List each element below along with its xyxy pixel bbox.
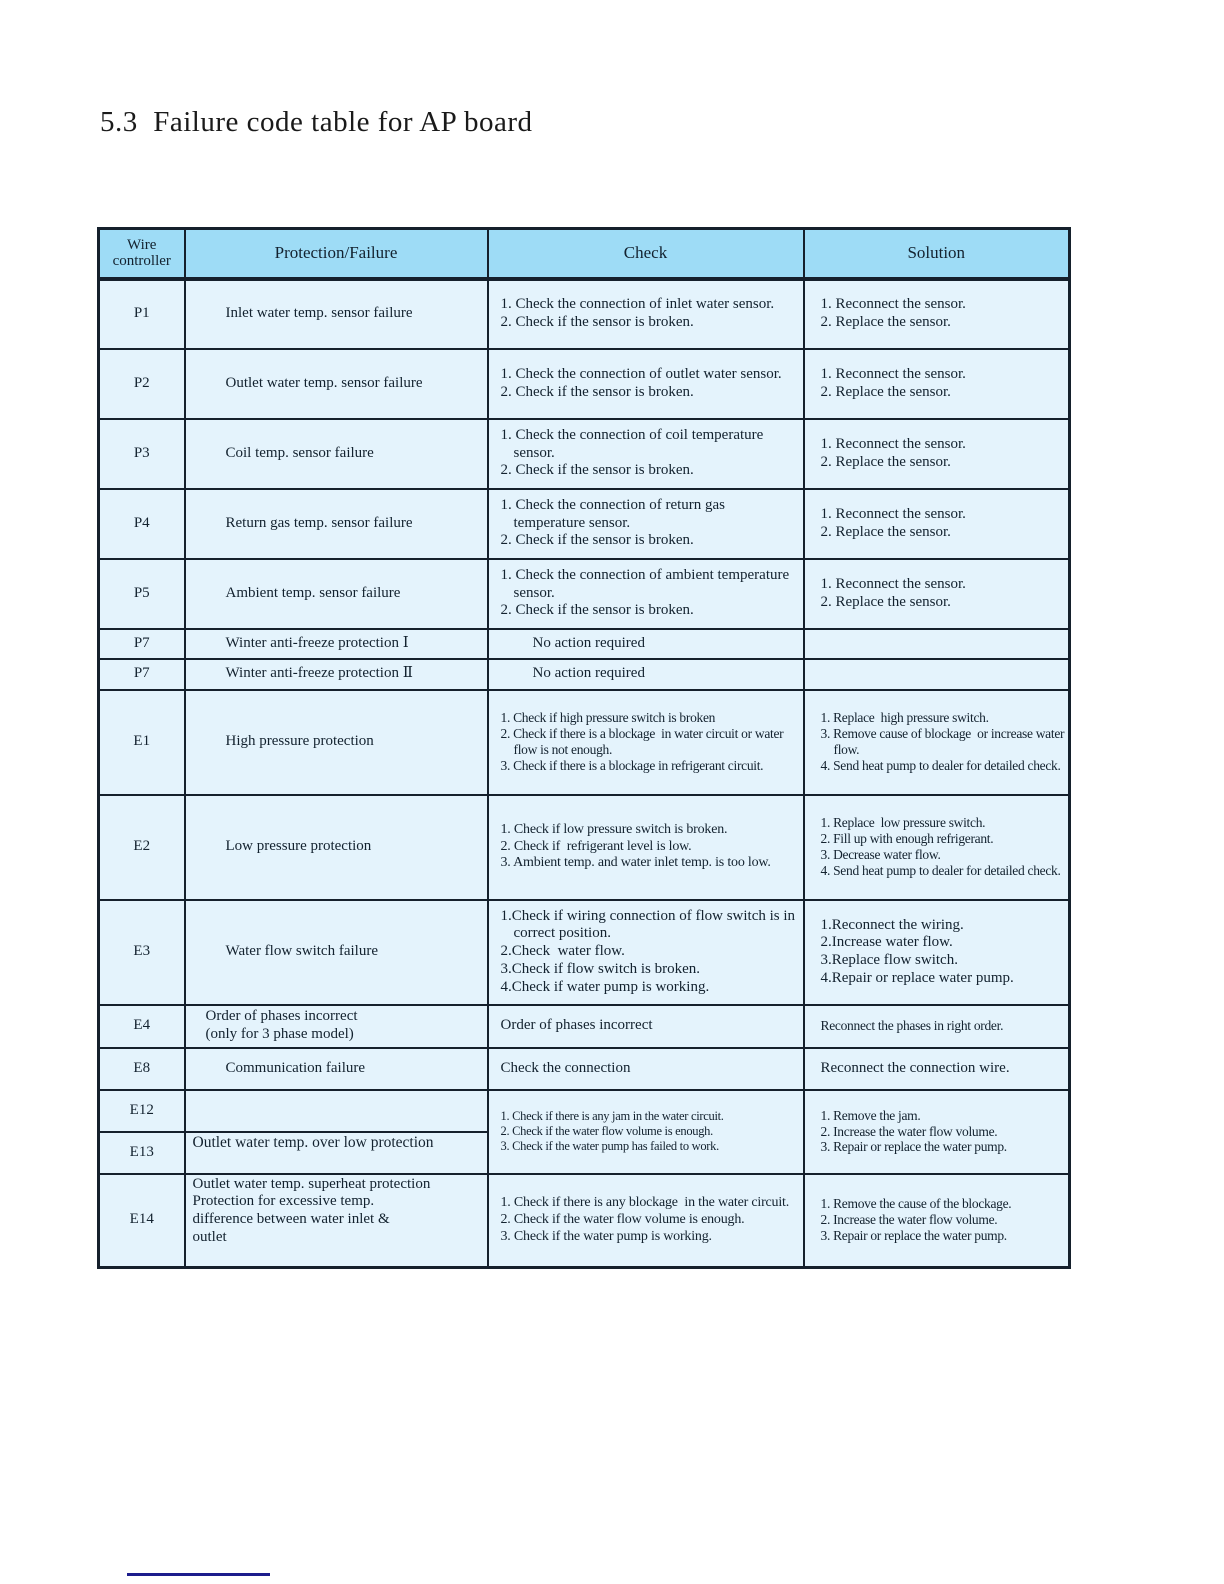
- check-cell: 1. Check the connection of outlet water sensor. 2. Check if the sensor is broken.: [488, 349, 804, 419]
- table-row-p7-1: [99, 629, 1070, 659]
- table-row-e8: [99, 1048, 1070, 1090]
- check-cell: 1. Check if there is any jam in the water circuit. 2. Check if the water flow volume is enough. 3. Check if the water pump has failed to work.: [488, 1090, 804, 1174]
- protection-cell: [185, 1090, 488, 1132]
- protection-cell: Coil temp. sensor failure: [185, 419, 488, 489]
- wire-code: P1: [99, 279, 185, 349]
- header-protection-failure: Protection/Failure: [185, 229, 488, 279]
- table-row-e4: [99, 1005, 1070, 1048]
- table-row-p4: [99, 489, 1070, 559]
- wire-code: E1: [99, 690, 185, 795]
- check-cell: No action required: [488, 629, 804, 659]
- solution-cell: 1. Remove the cause of the blockage. 2. Increase the water flow volume. 3. Repair or replace the water pump.: [804, 1174, 1070, 1268]
- solution-cell: [804, 659, 1070, 690]
- protection-cell: Winter anti-freeze protection Ⅱ: [185, 659, 488, 690]
- solution-cell: 1.Reconnect the wiring. 2.Increase water flow. 3.Replace flow switch. 4.Repair or replace water pump.: [804, 900, 1070, 1005]
- page-title: 5.3 Failure code table for AP board: [100, 106, 533, 138]
- solution-cell: 1. Reconnect the sensor. 2. Replace the sensor.: [804, 559, 1070, 629]
- check-cell: No action required: [488, 659, 804, 690]
- table-row-e14: [99, 1174, 1070, 1268]
- solution-cell: 1. Replace high pressure switch. 3. Remove cause of blockage or increase water flow. 4. Send heat pump to dealer for detailed check.: [804, 690, 1070, 795]
- wire-code: P2: [99, 349, 185, 419]
- check-cell: 1. Check the connection of return gas temperature sensor. 2. Check if the sensor is broken.: [488, 489, 804, 559]
- check-cell: Order of phases incorrect: [488, 1005, 804, 1048]
- solution-cell: 1. Replace low pressure switch. 2. Fill up with enough refrigerant. 3. Decrease water flow. 4. Send heat pump to dealer for detailed check.: [804, 795, 1070, 900]
- wire-code: E8: [99, 1048, 185, 1090]
- protection-cell: Outlet water temp. sensor failure: [185, 349, 488, 419]
- wire-code: E14: [99, 1174, 185, 1268]
- solution-cell: 1. Reconnect the sensor. 2. Replace the sensor.: [804, 349, 1070, 419]
- protection-cell: High pressure protection: [185, 690, 488, 795]
- table-row-e1: [99, 690, 1070, 795]
- failure-code-table: [97, 227, 1071, 1269]
- solution-cell: Reconnect the connection wire.: [804, 1048, 1070, 1090]
- solution-cell: 1. Reconnect the sensor. 2. Replace the sensor.: [804, 279, 1070, 349]
- header-solution: Solution: [804, 229, 1070, 279]
- wire-code: P7: [99, 629, 185, 659]
- wire-code: P5: [99, 559, 185, 629]
- check-cell: 1. Check if there is any blockage in the water circuit. 2. Check if the water flow volume is enough. 3. Check if the water pump is working.: [488, 1174, 804, 1268]
- wire-code: E2: [99, 795, 185, 900]
- solution-cell: 1. Reconnect the sensor. 2. Replace the sensor.: [804, 489, 1070, 559]
- protection-cell: Order of phases incorrect (only for 3 phase model): [185, 1005, 488, 1048]
- table-row-e12: [99, 1090, 1070, 1132]
- protection-cell: Winter anti-freeze protection Ⅰ: [185, 629, 488, 659]
- protection-cell: Water flow switch failure: [185, 900, 488, 1005]
- header-wire-controller: Wire controller: [99, 229, 185, 279]
- wire-code: E13: [99, 1132, 185, 1174]
- wire-code: P4: [99, 489, 185, 559]
- table-header-row: [99, 229, 1070, 279]
- protection-cell: Low pressure protection: [185, 795, 488, 900]
- table-row-e3: [99, 900, 1070, 1005]
- footer-rule: [127, 1573, 270, 1576]
- wire-code: E12: [99, 1090, 185, 1132]
- protection-cell: Inlet water temp. sensor failure: [185, 279, 488, 349]
- check-cell: Check the connection: [488, 1048, 804, 1090]
- header-check: Check: [488, 229, 804, 279]
- check-cell: 1. Check the connection of coil temperature sensor. 2. Check if the sensor is broken.: [488, 419, 804, 489]
- protection-cell: Return gas temp. sensor failure: [185, 489, 488, 559]
- table-row-p1: [99, 279, 1070, 349]
- table-row-e2: [99, 795, 1070, 900]
- check-cell: 1. Check if high pressure switch is broken 2. Check if there is a blockage in water circuit or water flow is not enough. 3. Check if there is a blockage in refrigerant circuit.: [488, 690, 804, 795]
- protection-cell: Ambient temp. sensor failure: [185, 559, 488, 629]
- solution-cell: Reconnect the phases in right order.: [804, 1005, 1070, 1048]
- wire-code: P7: [99, 659, 185, 690]
- table-row-p7-2: [99, 659, 1070, 690]
- protection-cell: Outlet water temp. over low protection: [185, 1132, 488, 1174]
- wire-code: P3: [99, 419, 185, 489]
- wire-code: E3: [99, 900, 185, 1005]
- check-cell: 1.Check if wiring connection of flow switch is in correct position. 2.Check water flow. 3.Check if flow switch is broken. 4.Check if water pump is working.: [488, 900, 804, 1005]
- solution-cell: 1. Reconnect the sensor. 2. Replace the sensor.: [804, 419, 1070, 489]
- protection-cell: Outlet water temp. superheat protection Protection for excessive temp. difference between water inlet & outlet: [185, 1174, 488, 1268]
- table-row-p2: [99, 349, 1070, 419]
- table-row-p5: [99, 559, 1070, 629]
- table-row-p3: [99, 419, 1070, 489]
- solution-cell: 1. Remove the jam. 2. Increase the water flow volume. 3. Repair or replace the water pump.: [804, 1090, 1070, 1174]
- check-cell: 1. Check if low pressure switch is broken. 2. Check if refrigerant level is low. 3. Ambient temp. and water inlet temp. is too low.: [488, 795, 804, 900]
- solution-cell: [804, 629, 1070, 659]
- check-cell: 1. Check the connection of inlet water sensor. 2. Check if the sensor is broken.: [488, 279, 804, 349]
- protection-cell: Communication failure: [185, 1048, 488, 1090]
- wire-code: E4: [99, 1005, 185, 1048]
- check-cell: 1. Check the connection of ambient temperature sensor. 2. Check if the sensor is broken.: [488, 559, 804, 629]
